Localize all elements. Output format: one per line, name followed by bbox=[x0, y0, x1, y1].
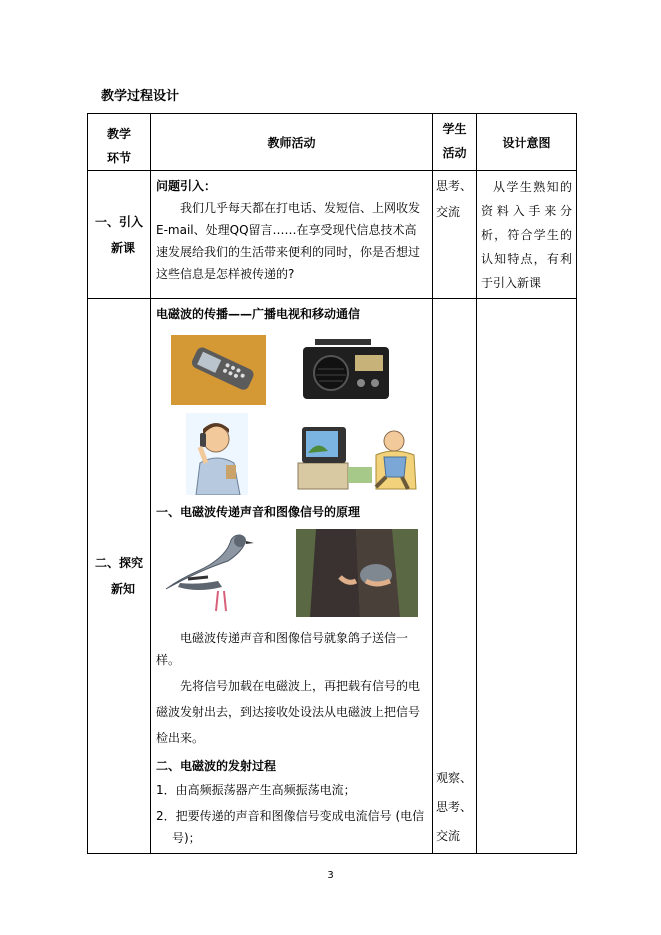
student-activity-text: 交流 bbox=[436, 205, 461, 219]
student-activity-cell bbox=[433, 299, 477, 854]
header-stage-line1: 教学 bbox=[106, 127, 131, 141]
header-student bbox=[433, 114, 477, 171]
person-holding-pigeon-image bbox=[296, 529, 418, 617]
man-on-phone-image bbox=[186, 413, 248, 495]
stage-label: 一、引入 bbox=[94, 214, 143, 229]
step-item-continuation: 号)； bbox=[172, 831, 201, 845]
teacher-activity-cell bbox=[151, 299, 433, 854]
image-row-devices bbox=[156, 335, 426, 405]
student-activity-text: 交流 bbox=[436, 829, 461, 843]
stage-cell bbox=[88, 171, 151, 299]
design-intent-text: 从学生熟知的资料入手来分析，符合学生的认知特点，有利于引入新课 bbox=[481, 180, 572, 290]
stage-label: 二、探究 bbox=[94, 556, 143, 570]
design-intent-cell bbox=[477, 171, 577, 299]
page-number: 3 bbox=[327, 870, 334, 881]
design-intent-cell bbox=[477, 299, 577, 854]
header-stage-line2: 环节 bbox=[106, 151, 131, 165]
student-activity-text-group bbox=[436, 764, 472, 851]
activity-text: 我们几乎每天都在打电话、发短信、上网收发E-mail、处理QQ留言……在享受现代信息技术高速发展给我们的生活带来便利的同时，你是否想过这些信息是怎样被传递的? bbox=[156, 201, 421, 281]
paragraph-text: 电磁波传递声音和图像信号就象鸽子送信一样。 bbox=[156, 631, 409, 667]
step-item: 1．由高频振荡器产生高频振荡电流； bbox=[156, 783, 356, 797]
radio-image bbox=[301, 337, 391, 401]
mobile-phone-image bbox=[171, 335, 266, 405]
student-activity-text: 思考、 bbox=[436, 179, 473, 193]
header-student-line1: 学生 bbox=[442, 122, 467, 136]
student-activity-cell bbox=[433, 171, 477, 299]
table-row bbox=[88, 171, 577, 299]
teacher-activity-cell bbox=[151, 171, 433, 299]
section-subtitle: 一、电磁波传递声音和图像信号的原理 bbox=[156, 505, 361, 519]
lesson-table bbox=[87, 113, 577, 854]
activity-title: 电磁波的传播——广播电视和移动通信 bbox=[156, 307, 361, 321]
table-row bbox=[88, 299, 577, 854]
header-teacher: 教师活动 bbox=[151, 114, 433, 171]
image-row-people bbox=[156, 413, 426, 495]
header-design: 设计意图 bbox=[477, 114, 577, 171]
image-row-pigeons bbox=[156, 531, 426, 621]
step-item: 2．把要传递的声音和图像信号变成电流信号 (电信 bbox=[156, 809, 425, 823]
header-stage bbox=[88, 114, 151, 171]
header-student-line2: 活动 bbox=[442, 146, 467, 160]
student-activity-text: 观察、 bbox=[436, 771, 473, 785]
student-activity-text: 思考、 bbox=[436, 800, 473, 814]
paragraph-text: 先将信号加载在电磁波上，再把载有信号的电磁波发射出去，到达接收处设法从电磁波上把信号检出来。 bbox=[156, 679, 421, 745]
pigeon-image bbox=[158, 531, 258, 617]
family-watching-tv-image bbox=[296, 417, 420, 493]
stage-label: 新知 bbox=[110, 582, 135, 596]
section-subtitle: 二、电磁波的发射过程 bbox=[156, 759, 277, 773]
section-heading: 教学过程设计 bbox=[101, 89, 180, 104]
stage-label: 新课 bbox=[110, 240, 135, 255]
table-header-row bbox=[88, 114, 577, 171]
stage-cell bbox=[88, 299, 151, 854]
activity-title: 问题引入： bbox=[156, 179, 217, 193]
